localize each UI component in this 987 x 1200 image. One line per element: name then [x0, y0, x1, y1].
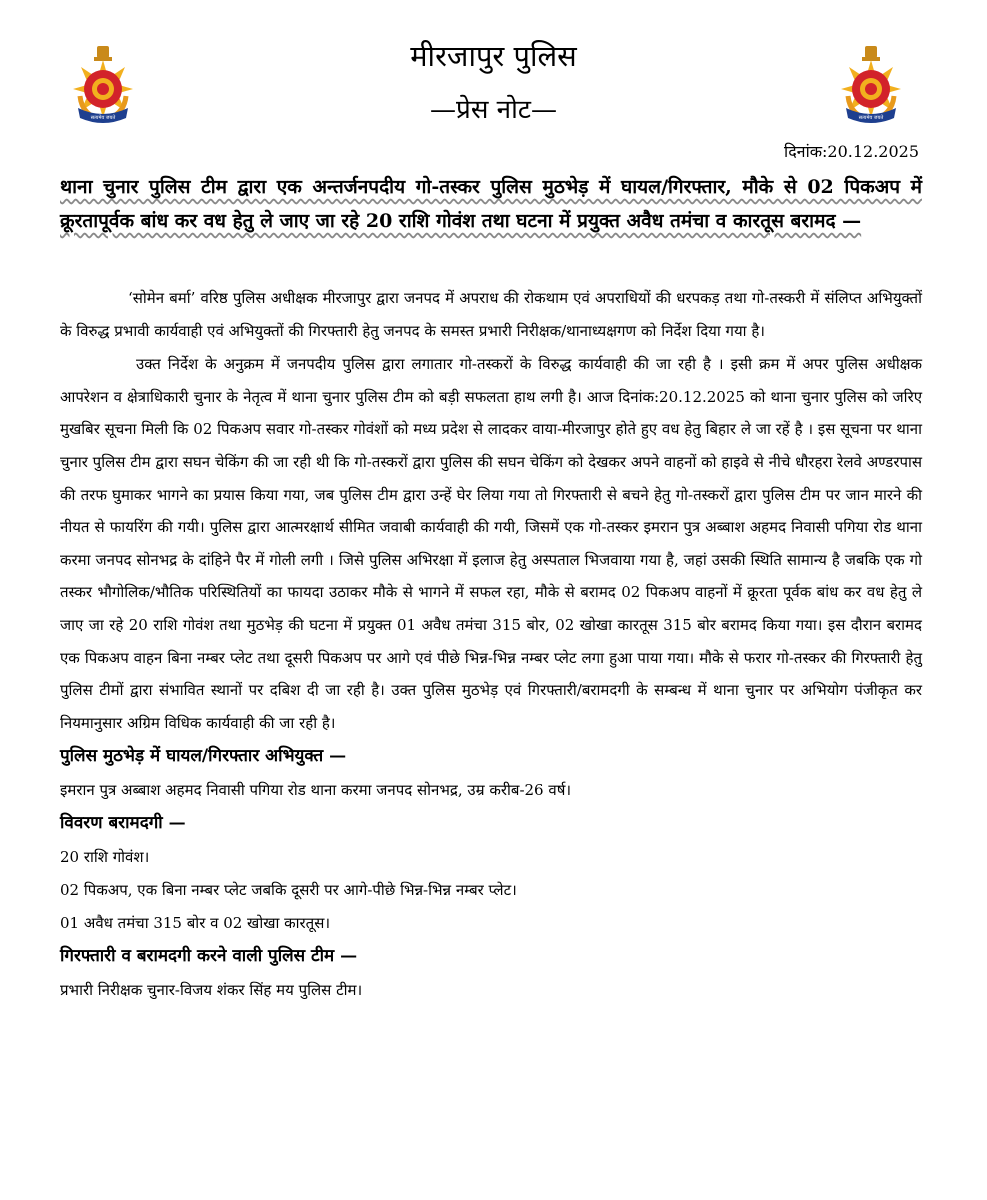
recovery-item: 20 राशि गोवंश।	[60, 848, 150, 867]
paragraph-incident: उक्त निर्देश के अनुक्रम में जनपदीय पुलिस द्वारा लगातार गो-तस्करों के विरुद्ध कार्यवाही की जा रही है । इसी क्रम में अपर पुलिस अधीक्षक आपरेशन व क्षेत्राधिकारी चुनार के नेतृत्व में थाना चुनार पुलिस टीम को बड़ी सफलता हाथ लगी है। आज दिनांक:20.12.2025 को थाना चुनार पुलिस को जरिए मुखबिर सूचना मिली कि 02 पिकअप सवार गो-तस्कर गोवंशों को मध्य प्रदेश से लादकर वाया-मीरजापुर होते हुए वध हेतु बिहार ले जा रहें है । इस सूचना पर थाना चुनार पुलिस टीम द्वारा सघन चेकिंग की जा रही थी कि गो-तस्करों द्वारा पुलिस की सघन चेकिंग को देखकर अपने वाहनों को हाइवे से नीचे धौरहरा रेलवे अण्डरपास की तरफ घुमाकर भागने का प्रयास किया गया, जब पुलिस टीम द्वारा उन्हें घेर लिया गया तो गिरफ्तारी से बचने हेतु गो-तस्करों द्वारा पुलिस टीम पर जान मारने की नीयत से फायरिंग की गयी। पुलिस द्वारा आत्मरक्षार्थ सीमित जवाबी कार्यवाही की गयी, जिसमें एक गो-तस्कर इमरान पुत्र अब्बाश अहमद निवासी पगिया रोड थाना करमा जनपद सोनभद्र के दांहिने पैर में गोली लगी । जिसे पुलिस अभिरक्षा में इलाज हेतु अस्पताल भिजवाया गया है, जहां उसकी स्थिति सामान्य है जबकि एक गो तस्कर भौगोलिक/भौतिक परिस्थितियों का फायदा उठाकर मौके से भागने में सफल रहा, मौके से बरामद 02 पिकअप वाहनों में क्रूरता पूर्वक बांध कर वध हेतु ले जाए जा रहे 20 राशि गोवंश तथा मुठभेड़ की घटना में प्रयुक्त 01 अवैध तमंचा 315 बोर, 02 खोखा कारतूस 315 बोर बरामद किया गया। इस दौरान बरामद एक पिकअप वाहन बिना नम्बर प्लेट तथा दूसरी पिकअप पर आगे एवं पीछे भिन्न-भिन्न नम्बर प्लेट लगा हुआ पाया गया। मौके से फरार गो-तस्कर की गिरफ्तारी हेतु पुलिस टीमों द्वारा संभावित स्थानों पर दबिश दी जा रही है। उक्त पुलिस मुठभेड़ एवं गिरफ्तारी/बरामदगी के सम्बन्ध में थाना चुनार पर अभियोग पंजीकृत कर नियमानुसार अग्रिम विधिक कार्यवाही की जा रही है।	[60, 355, 922, 732]
headline-text: थाना चुनार पुलिस टीम द्वारा एक अन्तर्जनपदीय गो-तस्कर पुलिस मुठभेड़ में घायल/गिरफ्तार, मौके से 02 पिकअप में क्रूरतापूर्वक बांध कर वध हेतु ले जाए जा रहे 20 राशि गोवंश तथा घटना में प्रयुक्त अवैध तमंचा व कारतूस बरामद —	[60, 176, 922, 232]
emblem-motto: सत्यमेव जयते	[858, 115, 884, 121]
headline	[60, 170, 922, 238]
recovery-item: 02 पिकअप, एक बिना नम्बर प्लेट जबकि दूसरी पर आगे-पीछे भिन्न-भिन्न नम्बर प्लेट।	[60, 881, 517, 900]
paragraph-directive: ‘सोमेन बर्मा’ वरिष्ठ पुलिस अधीक्षक मीरजापुर द्वारा जनपद में अपराध की रोकथाम एवं अपराधियों की धरपकड़ तथा गो-तस्करी में संलिप्त अभियुक्तों के विरुद्ध प्रभावी कार्यवाही एवं अभियुक्तों की गिरफ्तारी हेतु जनपद के समस्त प्रभारी निरीक्षक/थानाध्यक्षगण को निर्देश दिया गया है।	[60, 289, 922, 340]
page-subtitle: —प्रेस नोट—	[430, 95, 557, 125]
team-heading: गिरफ्तारी व बरामदगी करने वाली पुलिस टीम —	[60, 946, 358, 967]
emblem-motto: सत्यमेव जयते	[90, 115, 116, 121]
recovery-heading: विवरण बरामदगी —	[60, 813, 186, 834]
press-note-date: दिनांक:20.12.2025	[784, 142, 919, 161]
recovery-item: 01 अवैध तमंचा 315 बोर व 02 खोखा कारतूस।	[60, 914, 331, 933]
accused-heading: पुलिस मुठभेड़ में घायल/गिरफ्तार अभियुक्त —	[60, 746, 347, 767]
team-detail: प्रभारी निरीक्षक चुनार-विजय शंकर सिंह मय पुलिस टीम।	[60, 981, 363, 1000]
accused-detail: इमरान पुत्र अब्बाश अहमद निवासी पगिया रोड थाना करमा जनपद सोनभद्र, उम्र करीब-26 वर्ष।	[60, 781, 572, 800]
press-note-body	[60, 282, 922, 1008]
page-title: मीरजापुर पुलिस	[410, 39, 577, 73]
